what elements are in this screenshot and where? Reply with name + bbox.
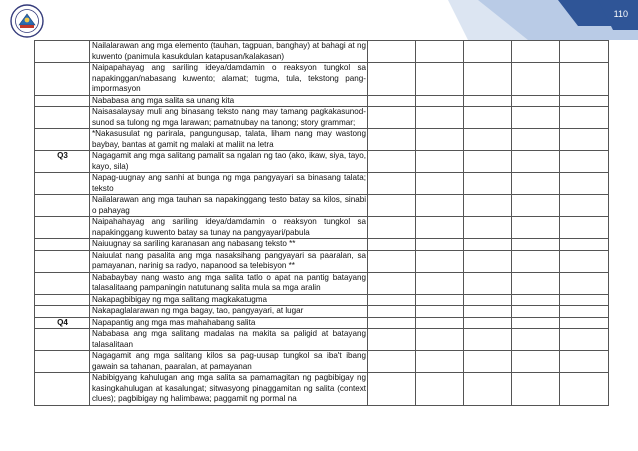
rating-cell [560, 173, 609, 195]
rating-cell [464, 107, 512, 129]
table-row [35, 317, 609, 329]
rating-cell [512, 151, 560, 173]
competency-cell: Nababaybay nang wasto ang mga salita tatlo o apat na pantig batayang talasalitaang pampaningin natutunang salita mula sa mga aralin [90, 272, 368, 294]
rating-cell [368, 107, 416, 129]
rating-cell [464, 294, 512, 306]
rating-cell [416, 317, 464, 329]
table-row [35, 63, 609, 96]
rating-cell [416, 107, 464, 129]
rating-cell [368, 272, 416, 294]
rating-cell [464, 173, 512, 195]
rating-cell [368, 329, 416, 351]
rating-cell [464, 239, 512, 251]
rating-cell [368, 351, 416, 373]
rating-cell [512, 317, 560, 329]
deped-seal-icon [10, 4, 44, 38]
table-row [35, 195, 609, 217]
rating-cell [464, 351, 512, 373]
rating-cell [560, 306, 609, 318]
rating-cell [464, 63, 512, 96]
header-banner [408, 0, 638, 40]
competency-cell: Naisasalaysay muli ang binasang teksto nang may tamang pagkakasunod-sunod sa tulong ng mga larawan; pamatnubay na tanong; story grammar; [90, 107, 368, 129]
rating-cell [416, 239, 464, 251]
rating-cell [368, 41, 416, 63]
quarter-cell [35, 129, 90, 151]
rating-cell [560, 317, 609, 329]
rating-cell [368, 294, 416, 306]
competency-table [34, 40, 609, 406]
rating-cell [368, 217, 416, 239]
table-row [35, 373, 609, 406]
rating-cell [416, 41, 464, 63]
rating-cell [560, 351, 609, 373]
rating-cell [416, 217, 464, 239]
table-row [35, 217, 609, 239]
rating-cell [416, 250, 464, 272]
rating-cell [464, 317, 512, 329]
rating-cell [512, 329, 560, 351]
rating-cell [560, 217, 609, 239]
rating-cell [368, 173, 416, 195]
rating-cell [512, 107, 560, 129]
rating-cell [368, 317, 416, 329]
quarter-cell [35, 373, 90, 406]
rating-cell [416, 306, 464, 318]
table-row [35, 294, 609, 306]
competency-cell: Nakapagbibigay ng mga salitang magkakatugma [90, 294, 368, 306]
rating-cell [464, 95, 512, 107]
table-row [35, 107, 609, 129]
quarter-cell [35, 217, 90, 239]
competency-cell: Nailalarawan ang mga tauhan sa napakinggang testo batay sa kilos, sinabi o pahayag [90, 195, 368, 217]
quarter-cell [35, 107, 90, 129]
quarter-cell [35, 173, 90, 195]
quarter-cell [35, 239, 90, 251]
rating-cell [512, 294, 560, 306]
rating-cell [512, 41, 560, 63]
rating-cell [512, 272, 560, 294]
quarter-cell [35, 41, 90, 63]
rating-cell [416, 329, 464, 351]
table-row [35, 250, 609, 272]
quarter-cell [35, 63, 90, 96]
rating-cell [416, 63, 464, 96]
rating-cell [512, 239, 560, 251]
quarter-cell [35, 351, 90, 373]
competency-cell: Naiuugnay sa sariling karanasan ang nabasang teksto ** [90, 239, 368, 251]
rating-cell [368, 151, 416, 173]
rating-cell [560, 195, 609, 217]
rating-cell [512, 63, 560, 96]
rating-cell [560, 151, 609, 173]
rating-cell [512, 129, 560, 151]
quarter-cell [35, 95, 90, 107]
table-row [35, 272, 609, 294]
rating-cell [464, 272, 512, 294]
rating-cell [512, 250, 560, 272]
rating-cell [464, 195, 512, 217]
rating-cell [416, 351, 464, 373]
rating-cell [368, 239, 416, 251]
rating-cell [416, 173, 464, 195]
rating-cell [416, 272, 464, 294]
rating-cell [512, 373, 560, 406]
competency-cell: Napag-uugnay ang sanhi at bunga ng mga pangyayari sa binasang talata; teksto [90, 173, 368, 195]
quarter-cell [35, 250, 90, 272]
competency-cell: Nailalarawan ang mga elemento (tauhan, tagpuan, banghay) at bahagi at ng kuwento (panimula kasukdulan katapusan/kalakasan) [90, 41, 368, 63]
rating-cell [416, 151, 464, 173]
rating-cell [560, 41, 609, 63]
rating-cell [512, 217, 560, 239]
page-number: 110 [613, 9, 628, 19]
rating-cell [368, 195, 416, 217]
rating-cell [416, 95, 464, 107]
rating-cell [464, 41, 512, 63]
competency-cell: Naiuulat nang pasalita ang mga nasaksihang pangyayari sa paaralan, sa pamayanan, narinig sa radyo, napanood sa telebisyon ** [90, 250, 368, 272]
rating-cell [560, 239, 609, 251]
rating-cell [464, 151, 512, 173]
competency-cell: *Nakasusulat ng parirala, pangungusap, talata, liham nang may wastong baybay, bantas at gamit ng malaki at maliit na letra [90, 129, 368, 151]
rating-cell [464, 306, 512, 318]
rating-cell [560, 272, 609, 294]
rating-cell [560, 63, 609, 96]
rating-cell [368, 250, 416, 272]
table-row [35, 151, 609, 173]
quarter-cell [35, 294, 90, 306]
rating-cell [464, 217, 512, 239]
quarter-cell [35, 195, 90, 217]
rating-cell [512, 351, 560, 373]
rating-cell [560, 329, 609, 351]
table-row [35, 351, 609, 373]
rating-cell [368, 129, 416, 151]
rating-cell [464, 250, 512, 272]
table-row [35, 306, 609, 318]
rating-cell [368, 95, 416, 107]
competency-cell: Nababasa ang mga salita sa unang kita [90, 95, 368, 107]
rating-cell [464, 129, 512, 151]
rating-cell [416, 294, 464, 306]
competency-cell: Nabibigyang kahulugan ang mga salita sa pamamagitan ng pagbibigay ng kasingkahulugan at kasalungat; sitwasyong pinaggamitan ng salita (context clues); pagbibigay ng halimbawa; paggamit ng pormal na [90, 373, 368, 406]
competency-cell: Napapantig ang mga mas mahahabang salita [90, 317, 368, 329]
rating-cell [560, 129, 609, 151]
rating-cell [512, 195, 560, 217]
rating-cell [416, 195, 464, 217]
rating-cell [560, 373, 609, 406]
rating-cell [416, 373, 464, 406]
table-row [35, 239, 609, 251]
quarter-cell: Q3 [35, 151, 90, 173]
table-row [35, 95, 609, 107]
competency-cell: Nakapaglalarawan ng mga bagay, tao, pangyayari, at lugar [90, 306, 368, 318]
competency-cell: Nagagamit ang mga salitang kilos sa pag-uusap tungkol sa iba't ibang gawain sa tahanan, paaralan, at pamayanan [90, 351, 368, 373]
rating-cell [560, 95, 609, 107]
rating-cell [512, 306, 560, 318]
competency-cell: Nababasa ang mga salitang madalas na makita sa paligid at batayang talasalitaan [90, 329, 368, 351]
table-row [35, 329, 609, 351]
rating-cell [560, 107, 609, 129]
rating-cell [512, 173, 560, 195]
quarter-cell [35, 272, 90, 294]
rating-cell [464, 329, 512, 351]
competency-cell: Naipahahayag ang sariling ideya/damdamin o reaksyon tungkol sa napakinggang kuwento batay sa tunay na pangyayari/pabula [90, 217, 368, 239]
table-row [35, 173, 609, 195]
rating-cell [464, 373, 512, 406]
quarter-cell [35, 306, 90, 318]
quarter-cell: Q4 [35, 317, 90, 329]
rating-cell [416, 129, 464, 151]
rating-cell [368, 63, 416, 96]
rating-cell [560, 250, 609, 272]
quarter-cell [35, 329, 90, 351]
rating-cell [368, 306, 416, 318]
rating-cell [560, 294, 609, 306]
table-row [35, 129, 609, 151]
rating-cell [512, 95, 560, 107]
rating-cell [368, 373, 416, 406]
competency-cell: Nagagamit ang mga salitang pamalit sa ngalan ng tao (ako, ikaw, siya, tayo, kayo, sila) [90, 151, 368, 173]
table-row [35, 41, 609, 63]
competency-cell: Naipapahayag ang sariling ideya/damdamin o reaksyon tungkol sa napakinggan/nabasang kuwento; alamat; tugma, tula, tekstong pang-impormasyon [90, 63, 368, 96]
